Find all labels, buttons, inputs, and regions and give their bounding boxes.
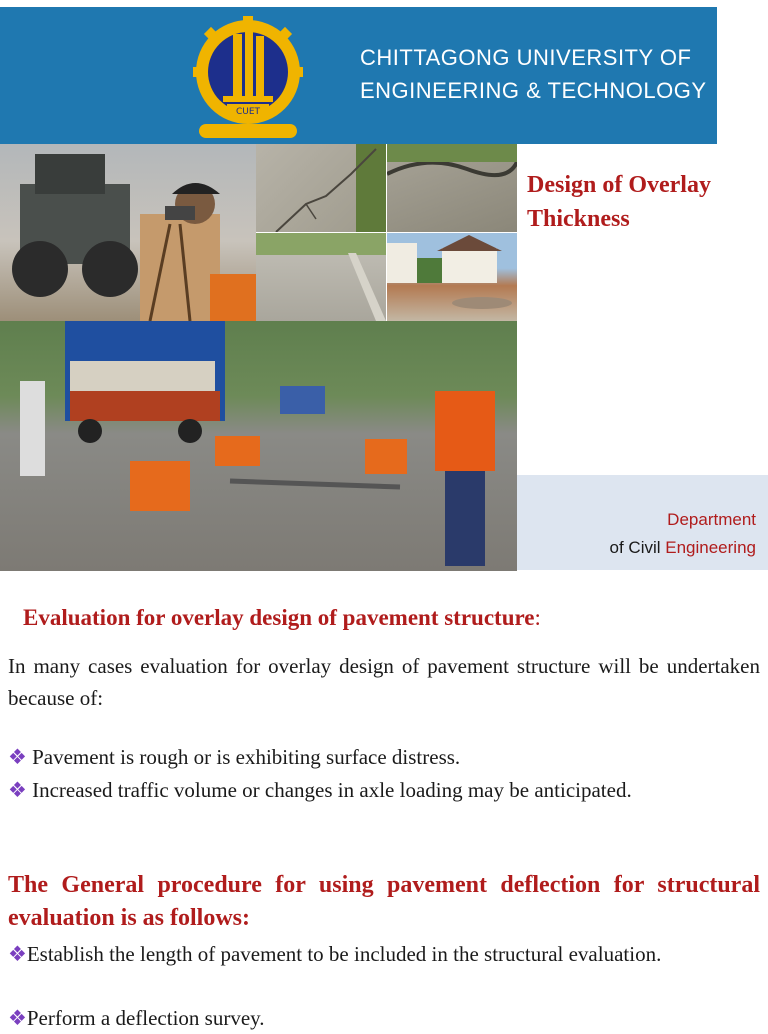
department-line1: Department bbox=[667, 510, 756, 529]
evaluation-intro: In many cases evaluation for overlay design of pavement structure will be undertaken because of: bbox=[8, 654, 760, 710]
department-label bbox=[610, 506, 756, 562]
road-survey-illustration bbox=[0, 321, 517, 571]
street-curb bbox=[256, 233, 386, 321]
procedure-bullet-1 bbox=[8, 938, 760, 970]
university-name-line1: CHITTAGONG UNIVERSITY OF bbox=[360, 45, 692, 70]
street-photo bbox=[256, 233, 386, 321]
procedure-bullet-1-text: Establish the length of pavement to be included in the structural evaluation. bbox=[26, 942, 662, 966]
department-line2-highlight: Engineering bbox=[665, 538, 756, 557]
procedure-bullet-2-text: Perform a deflection survey. bbox=[26, 1006, 265, 1030]
evaluation-bullet-1-text: Pavement is rough or is exhibiting surface distress. bbox=[32, 745, 461, 769]
svg-text:CUET: CUET bbox=[235, 107, 261, 117]
surveyor-illustration bbox=[0, 144, 256, 321]
diamond-bullet-icon: ❖ bbox=[8, 942, 27, 966]
edge-crack-photo bbox=[387, 144, 517, 232]
road-survey-photo bbox=[0, 321, 517, 571]
diamond-bullet-icon: ❖ bbox=[8, 745, 27, 769]
crack-lines bbox=[256, 144, 386, 232]
evaluation-heading bbox=[23, 605, 541, 631]
department-box bbox=[517, 475, 768, 570]
house-illustration bbox=[387, 233, 517, 321]
document-title-line2: Thickness bbox=[527, 206, 630, 232]
university-name bbox=[360, 41, 707, 107]
header-banner bbox=[0, 7, 717, 144]
procedure-bullet-2 bbox=[8, 1002, 760, 1034]
document-title bbox=[527, 168, 711, 236]
evaluation-heading-text: Evaluation for overlay design of pavement structure bbox=[23, 605, 535, 630]
house-flood-photo bbox=[387, 233, 517, 321]
diamond-bullet-icon: ❖ bbox=[8, 778, 27, 802]
diamond-bullet-icon: ❖ bbox=[8, 1006, 27, 1030]
department-line2-prefix: of Civil bbox=[609, 538, 666, 557]
surveyor-photo bbox=[0, 144, 256, 321]
evaluation-bullet-1 bbox=[8, 741, 760, 773]
department-line2 bbox=[610, 534, 756, 562]
general-procedure-heading: The General procedure for using pavement deflection for structural evaluation is as follows: bbox=[8, 872, 760, 931]
evaluation-bullet-2-text: Increased traffic volume or changes in axle loading may be anticipated. bbox=[32, 778, 632, 802]
document-title-line1: Design of Overlay bbox=[527, 172, 711, 198]
evaluation-heading-colon: : bbox=[534, 605, 541, 630]
cracked-pavement-photo bbox=[256, 144, 386, 232]
university-name-line2: ENGINEERING & TECHNOLOGY bbox=[360, 78, 707, 103]
evaluation-bullet-2 bbox=[8, 774, 760, 806]
cuet-logo bbox=[193, 16, 303, 144]
edge-crack-lines bbox=[387, 144, 517, 232]
